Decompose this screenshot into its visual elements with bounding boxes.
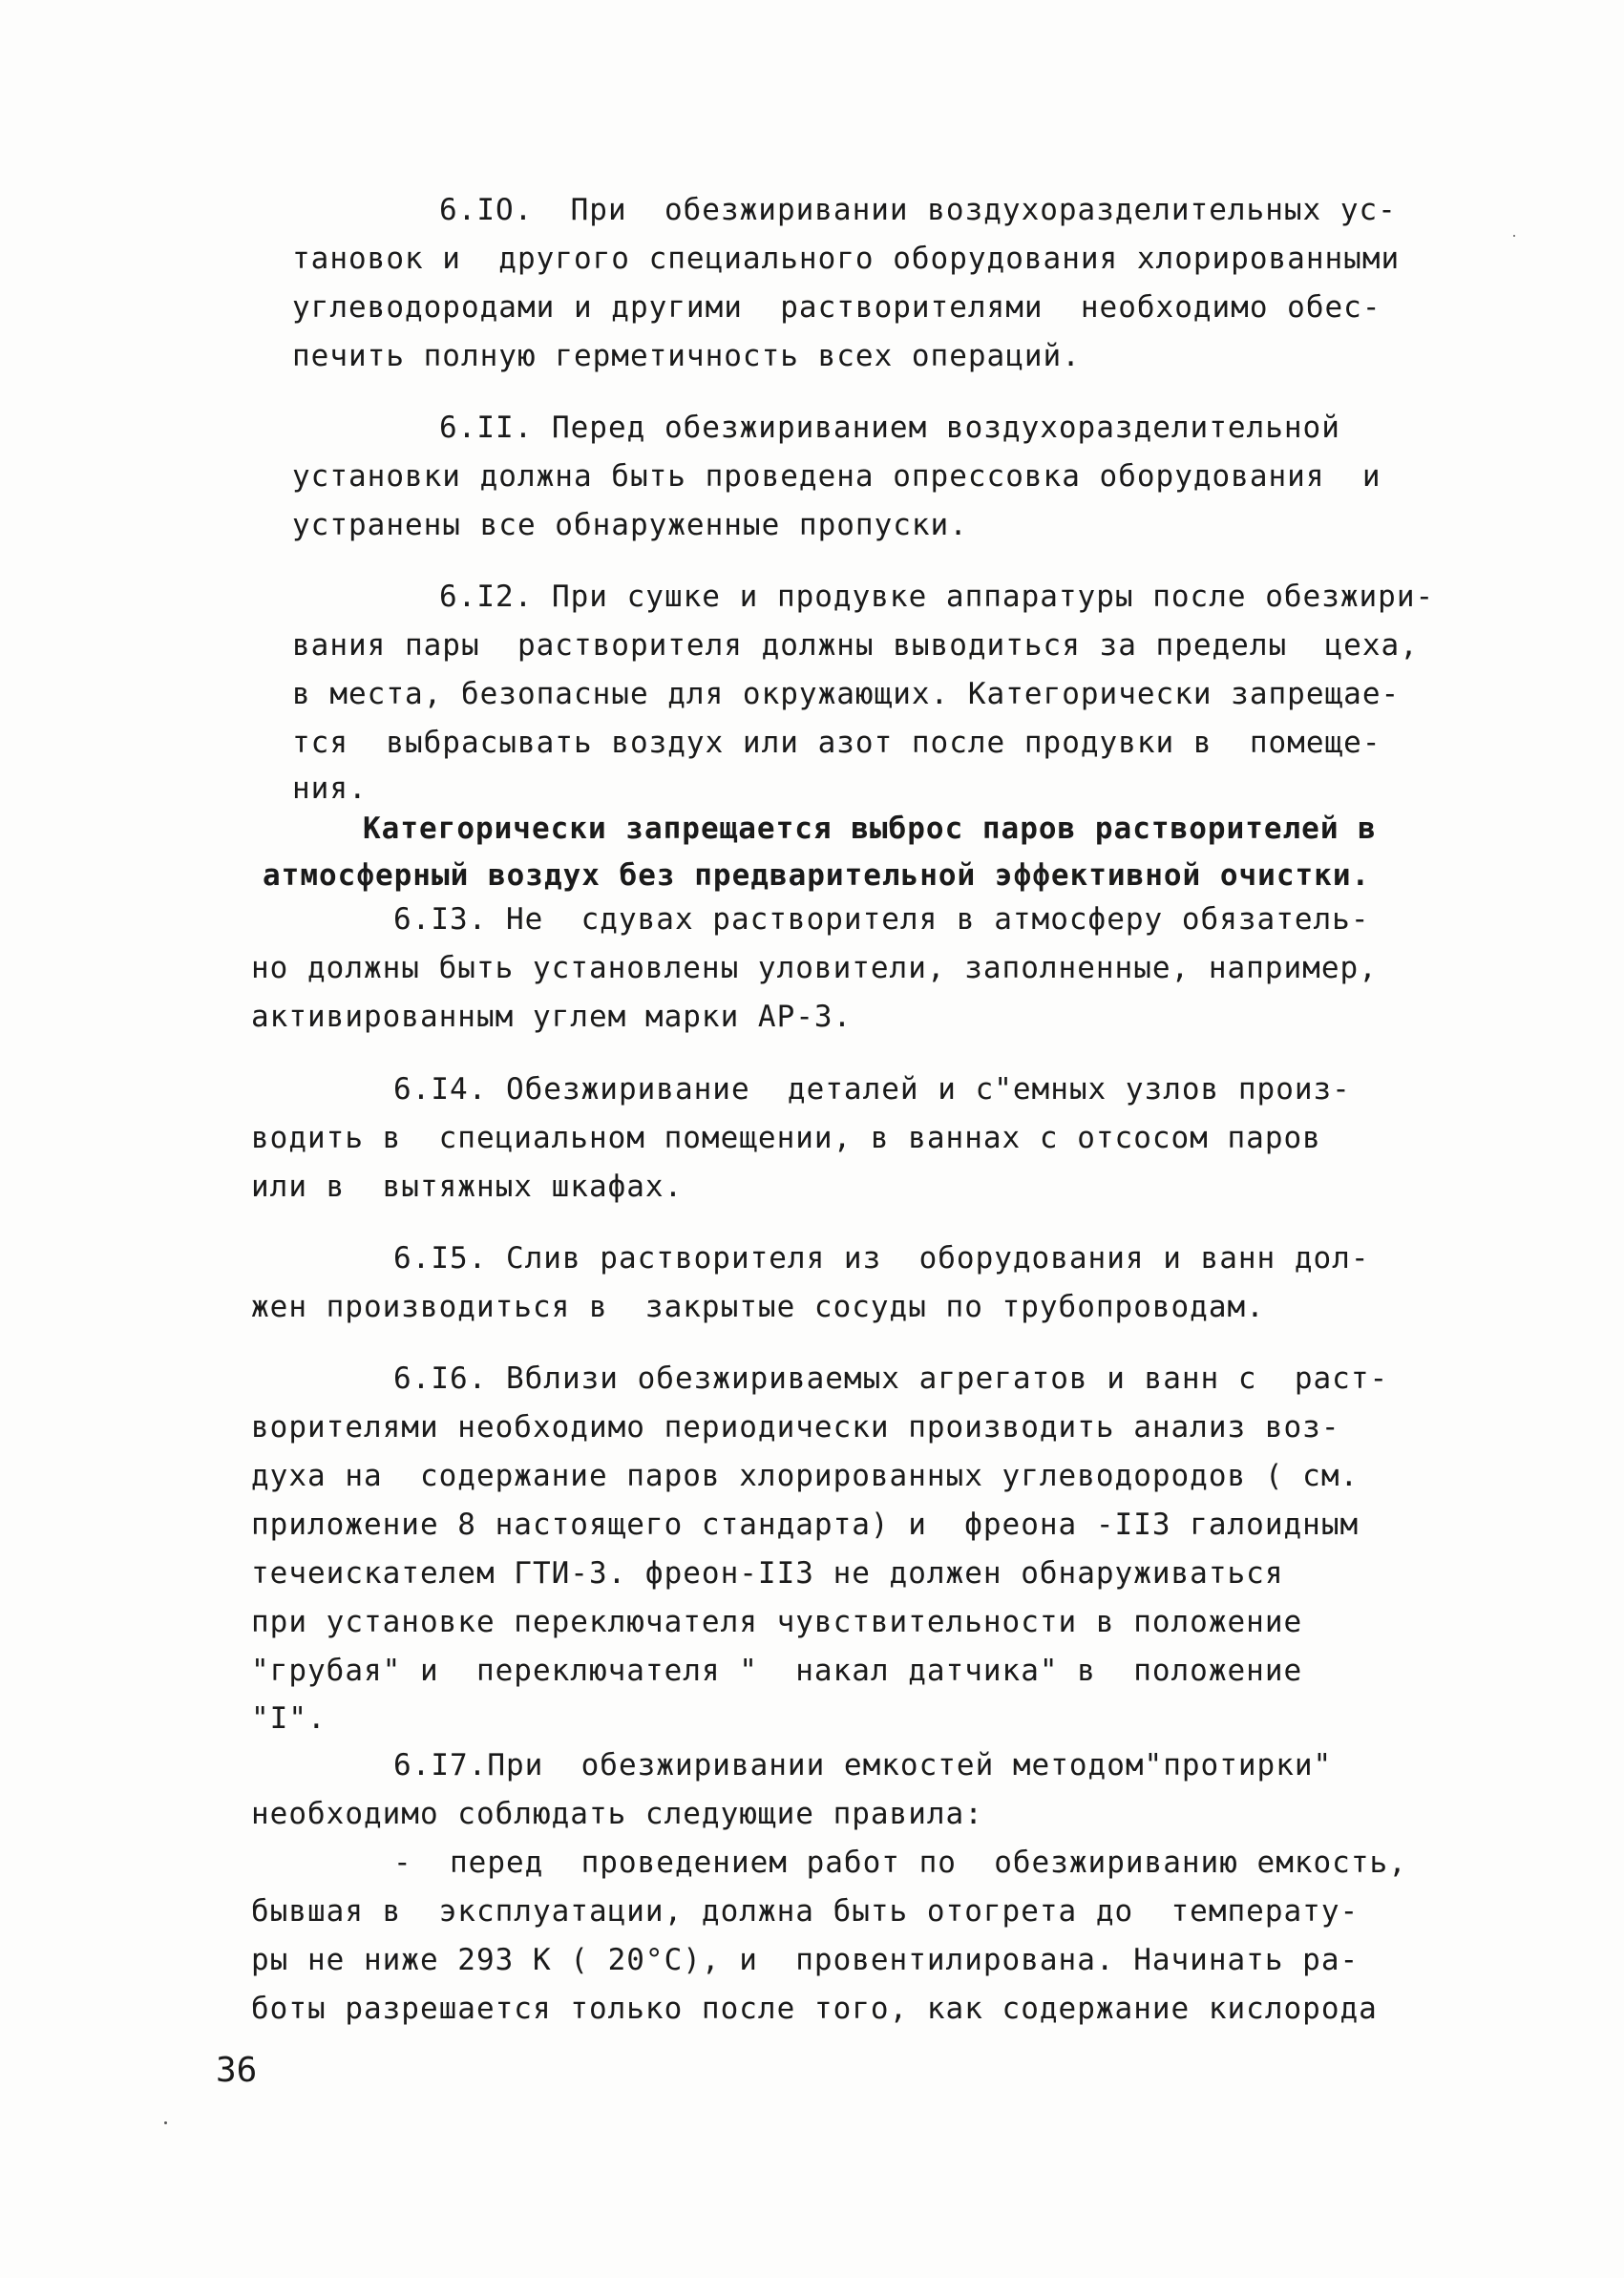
text-line: 6.II. Перед обезжириванием воздухоразделительной bbox=[439, 411, 1340, 445]
text-line: духа на содержание паров хлорированных углеводородов ( см. bbox=[251, 1459, 1360, 1493]
text-line: бывшая в эксплуатации, должна быть отогрета до температу- bbox=[251, 1894, 1360, 1929]
text-line: приложение 8 настоящего стандарта) и фреона -II3 галоидным bbox=[251, 1508, 1360, 1542]
text-line: 6.IO. При обезжиривании воздухоразделительных ус- bbox=[439, 193, 1397, 227]
text-line: - перед проведением работ по обезжириванию емкость, bbox=[393, 1846, 1407, 1880]
text-line: печить полную герметичность всех операций. bbox=[292, 339, 1081, 373]
text-line-bold: атмосферный воздух без предварительной эффективной очистки. bbox=[263, 858, 1371, 893]
scan-speck bbox=[1513, 235, 1515, 237]
text-line: необходимо соблюдать следующие правила: bbox=[251, 1797, 983, 1831]
text-line: боты разрешается только после того, как содержание кислорода bbox=[251, 1992, 1378, 2026]
text-line: 6.I3. Не сдувах растворителя в атмосферу обязатель- bbox=[393, 902, 1370, 937]
text-line: 6.I6. Вблизи обезжириваемых агрегатов и ванн с раст- bbox=[393, 1361, 1389, 1396]
text-line: но должны быть установлены уловители, заполненные, например, bbox=[251, 951, 1378, 985]
text-line: при установке переключателя чувствительности в положение bbox=[251, 1605, 1303, 1639]
text-line: вания пары растворителя должны выводиться за пределы цеха, bbox=[292, 628, 1419, 663]
text-line-bold: Категорически запрещается выброс паров растворителей в bbox=[363, 812, 1377, 846]
text-line: 6.I2. При сушке и продувке аппаратуры после обезжири- bbox=[439, 580, 1435, 614]
text-line: ворителями необходимо периодически производить анализ воз- bbox=[251, 1410, 1340, 1445]
scan-speck bbox=[164, 2121, 167, 2124]
text-line: ры не ниже 293 К ( 20°С), и провентилирована. Начинать ра- bbox=[251, 1943, 1360, 1977]
text-line: 6.I7.При обезжиривании емкостей методом"протирки" bbox=[393, 1748, 1333, 1782]
text-line: 6.I4. Обезжиривание деталей и с"емных узлов произ- bbox=[393, 1072, 1351, 1107]
text-line: тановок и другого специального оборудования хлорированными bbox=[292, 242, 1401, 276]
text-line: водить в специальном помещении, в ваннах с отсосом паров bbox=[251, 1121, 1321, 1155]
text-line: "I". bbox=[251, 1701, 327, 1736]
text-line: или в вытяжных шкафах. bbox=[251, 1170, 684, 1204]
text-line: "грубая" и переключателя " накал датчика" в положение bbox=[251, 1654, 1303, 1688]
text-line: ния. bbox=[292, 771, 368, 806]
text-line: жен производиться в закрытые сосуды по трубопроводам. bbox=[251, 1290, 1265, 1324]
page-number: 36 bbox=[216, 2051, 258, 2090]
text-line: тся выбрасывать воздух или азот после продувки в помеще- bbox=[292, 726, 1381, 760]
text-line: установки должна быть проведена опрессовка оборудования и bbox=[292, 459, 1381, 494]
text-line: течеискателем ГТИ-3. фреон-II3 не должен обнаруживаться bbox=[251, 1556, 1284, 1591]
text-line: активированным углем марки АР-3. bbox=[251, 1000, 853, 1034]
text-line: в места, безопасные для окружающих. Категорически запрещае- bbox=[292, 677, 1401, 711]
text-line: углеводородами и другими растворителями необходимо обес- bbox=[292, 290, 1381, 325]
text-line: 6.I5. Слив растворителя из оборудования и ванн дол- bbox=[393, 1241, 1370, 1276]
text-line: устранены все обнаруженные пропуски. bbox=[292, 508, 968, 542]
